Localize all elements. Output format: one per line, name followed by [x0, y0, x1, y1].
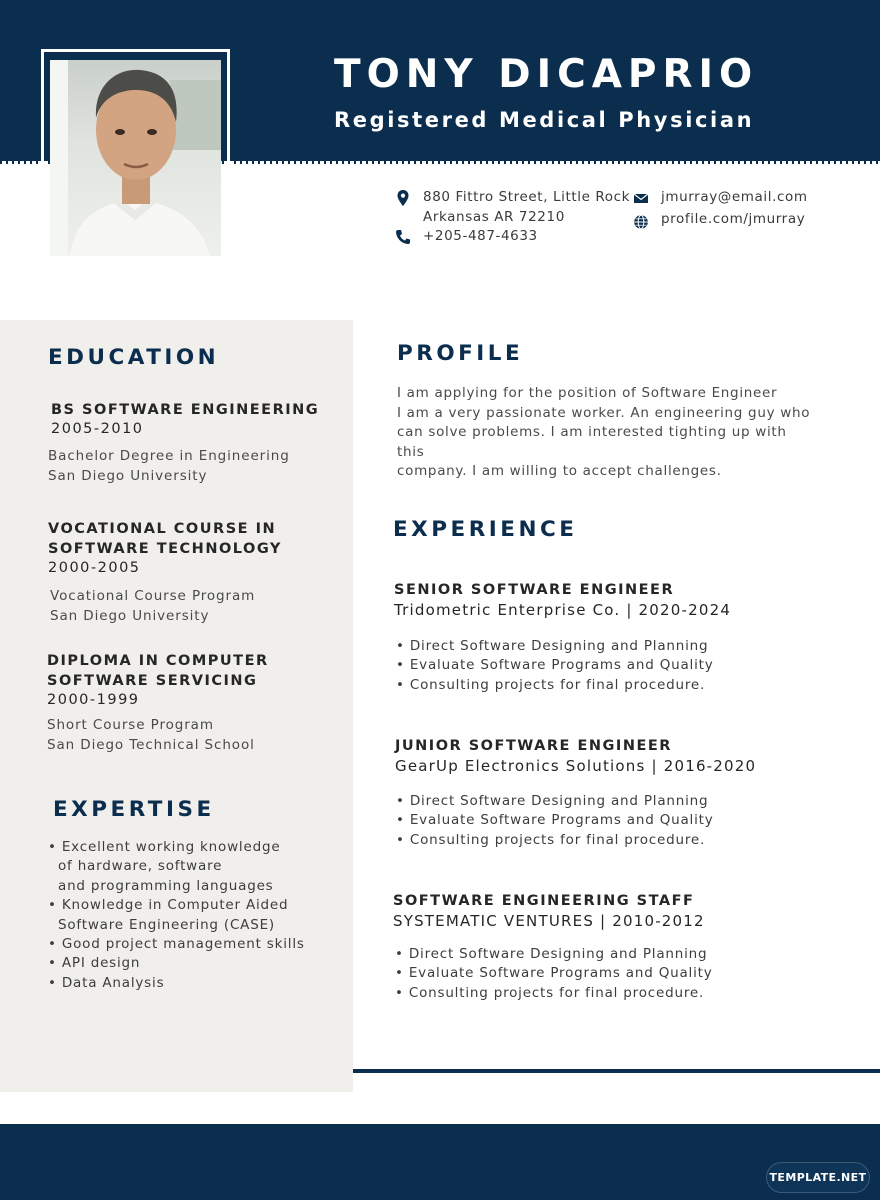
education-heading: EDUCATION [48, 345, 220, 370]
job-duty: • Consulting projects for final procedure. [396, 676, 706, 693]
education-item-years: 2000-2005 [48, 560, 141, 576]
expertise-line: • Data Analysis [48, 974, 165, 991]
job-duty: • Direct Software Designing and Planning [396, 638, 709, 654]
address-line-2: Arkansas AR 72210 [423, 208, 565, 225]
email-address: jmurray@email.com [661, 189, 808, 205]
contact-email [661, 188, 808, 208]
education-item-title-line: DIPLOMA IN COMPUTER [47, 653, 269, 669]
education-item-details [50, 587, 255, 626]
job-duty: • Direct Software Designing and Planning [395, 946, 708, 962]
address-line-1: 880 Fittro Street, Little Rock [423, 189, 631, 205]
education-item-title-line: SOFTWARE SERVICING [47, 672, 258, 689]
divider-rule [353, 1069, 880, 1073]
footer-band [0, 1124, 880, 1200]
expertise-line: of hardware, software [58, 858, 223, 875]
expertise-line: • Knowledge in Computer Aided [48, 897, 289, 914]
education-item-title: BS SOFTWARE ENGINEERING [51, 402, 320, 418]
job-company: Tridometric Enterprise Co. | 2020-2024 [394, 601, 732, 619]
education-item-details [47, 716, 255, 755]
expertise-line: • Excellent working knowledge [48, 839, 281, 855]
education-item-years: 2000-1999 [47, 692, 140, 708]
expertise-line: • API design [48, 955, 141, 972]
job-title: JUNIOR SOFTWARE ENGINEER [395, 738, 672, 754]
job-duty: • Evaluate Software Programs and Quality [395, 965, 713, 982]
education-item-degree: Vocational Course Program [50, 588, 256, 604]
profile-summary [397, 384, 817, 482]
mail-icon [633, 190, 649, 206]
job-company: SYSTEMATIC VENTURES | 2010-2012 [393, 912, 705, 930]
contact-address [423, 188, 630, 227]
contact-website [661, 210, 805, 230]
job-duty: • Consulting projects for final procedure. [395, 984, 705, 1001]
education-item-degree: Bachelor Degree in Engineering [48, 448, 290, 464]
education-item-years: 2005-2010 [51, 421, 144, 437]
job-duty: • Evaluate Software Programs and Quality [396, 812, 714, 829]
profile-line: I am applying for the position of Software Engineer [397, 385, 778, 401]
education-item-title-line: VOCATIONAL COURSE IN [48, 521, 277, 537]
job-duties [396, 792, 714, 850]
job-duties [396, 637, 714, 695]
profile-line: I am a very passionate worker. An engineering guy who [397, 404, 811, 421]
expertise-line: • Good project management skills [48, 936, 305, 953]
job-title: SENIOR SOFTWARE ENGINEER [394, 582, 675, 598]
education-item-title [47, 652, 269, 691]
phone-number: +205-487-4633 [423, 228, 538, 244]
expertise-line: Software Engineering (CASE) [58, 916, 275, 933]
phone-icon [395, 229, 411, 245]
template-brand-badge[interactable]: TEMPLATE.NET [766, 1162, 870, 1193]
candidate-name: TONY DICAPRIO [334, 52, 759, 97]
website-url: profile.com/jmurray [661, 211, 806, 227]
job-duty: • Direct Software Designing and Planning [396, 793, 709, 809]
experience-heading: EXPERIENCE [393, 517, 578, 542]
education-item-degree: Short Course Program [47, 717, 214, 733]
contact-phone [423, 227, 538, 247]
globe-icon [633, 214, 649, 230]
education-item-school: San Diego University [48, 467, 208, 484]
profile-heading: PROFILE [397, 341, 524, 366]
profile-line: company. I am willing to accept challenges. [397, 463, 722, 479]
job-title: SOFTWARE ENGINEERING STAFF [393, 893, 695, 909]
education-item-title [48, 520, 282, 559]
job-duty: • Evaluate Software Programs and Quality [396, 657, 714, 674]
job-duty: • Consulting projects for final procedure. [396, 831, 706, 848]
location-pin-icon [395, 190, 411, 206]
expertise-line: and programming languages [58, 877, 274, 894]
education-item-details [48, 447, 290, 486]
candidate-role: Registered Medical Physician [334, 108, 755, 132]
profile-photo [50, 60, 221, 256]
expertise-list [48, 838, 305, 993]
education-item-school: San Diego Technical School [47, 736, 255, 753]
expertise-heading: EXPERTISE [53, 797, 215, 822]
job-duties [395, 945, 713, 1003]
profile-line: can solve problems. I am interested tighting up with this [397, 424, 787, 460]
education-item-school: San Diego University [50, 607, 210, 624]
job-company: GearUp Electronics Solutions | 2016-2020 [395, 757, 757, 775]
education-item-title-line: SOFTWARE TECHNOLOGY [48, 540, 282, 557]
